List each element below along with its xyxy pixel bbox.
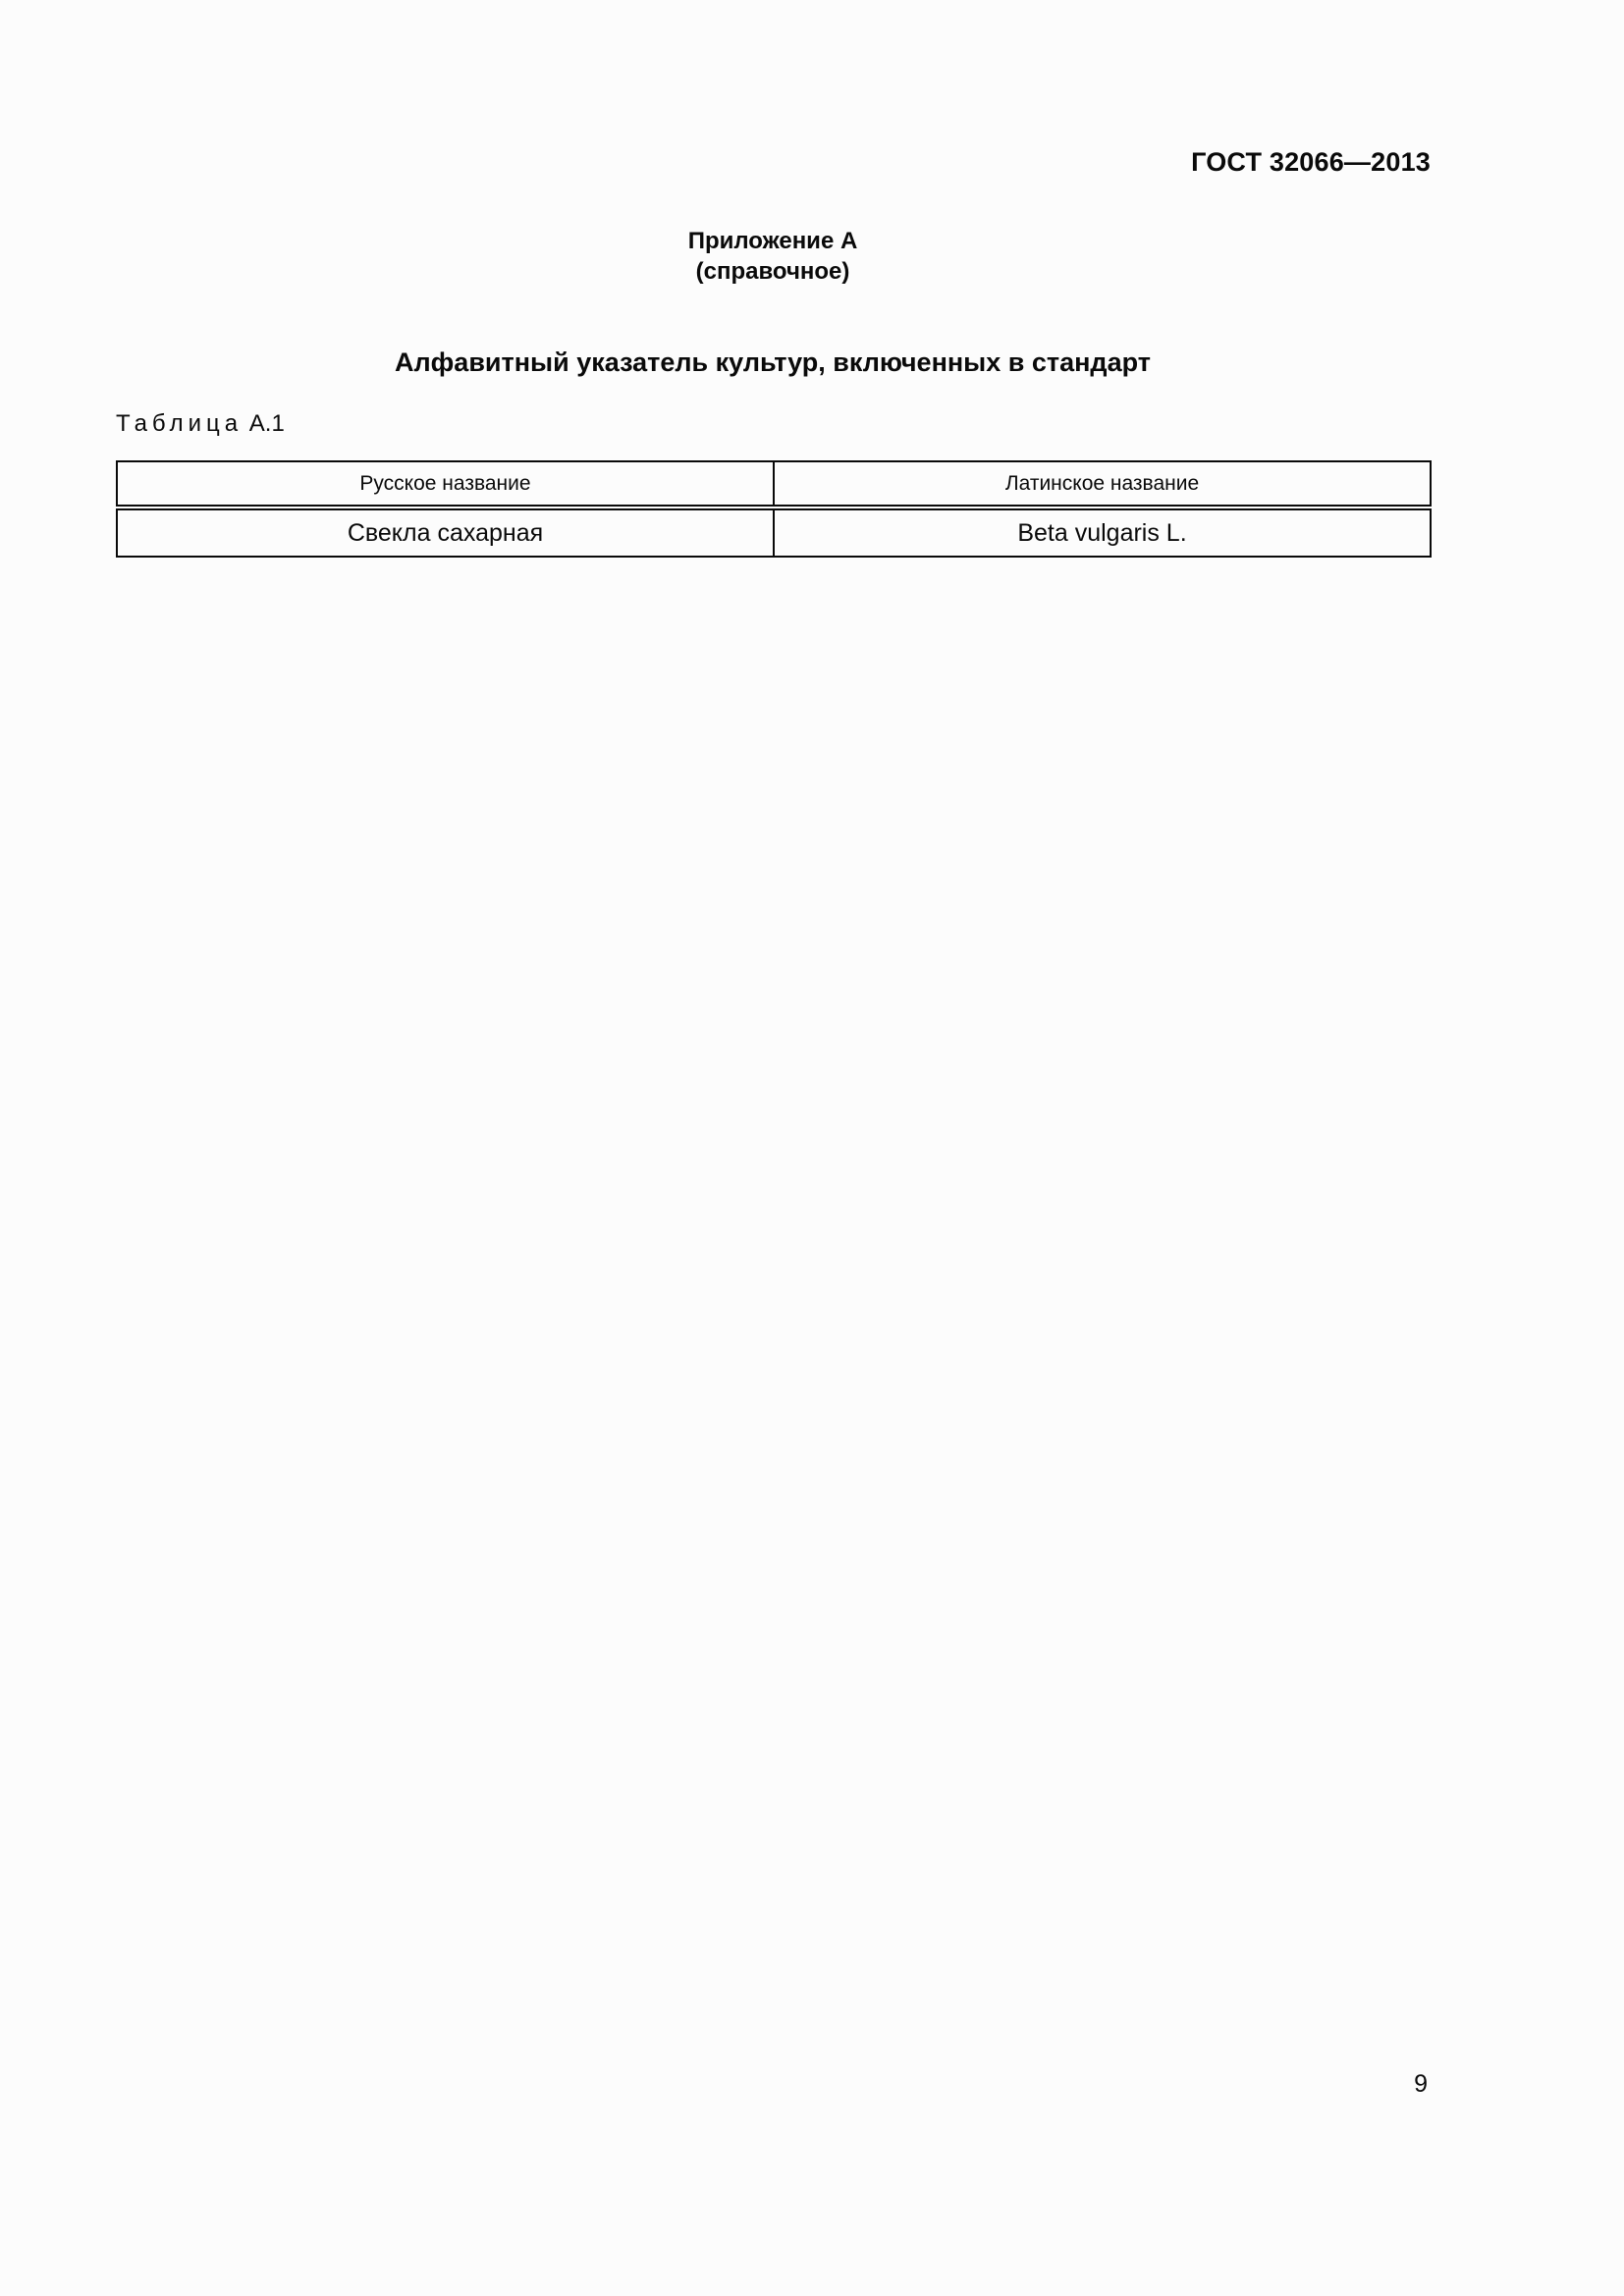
appendix-subtitle: (справочное) <box>695 258 850 285</box>
appendix-heading <box>0 226 1545 287</box>
table-header-row <box>117 461 1431 507</box>
cell-latin-name: Beta vulgaris L. <box>774 507 1431 557</box>
column-header-russian-name: Русское название <box>117 461 774 507</box>
column-header-latin-name: Латинское название <box>774 461 1431 507</box>
table-caption-word: Таблица <box>116 410 244 437</box>
page-number: 9 <box>1414 2070 1428 2098</box>
document-code: ГОСТ 32066—2013 <box>1191 147 1431 177</box>
section-title: Алфавитный указатель культур, включенных в стандарт <box>395 347 1151 377</box>
crops-table <box>116 460 1432 558</box>
table-caption <box>116 410 285 438</box>
cell-russian-name: Свекла сахарная <box>117 507 774 557</box>
table-row <box>117 507 1431 557</box>
table-caption-number: А.1 <box>248 410 285 437</box>
appendix-title: Приложение А <box>687 228 858 254</box>
